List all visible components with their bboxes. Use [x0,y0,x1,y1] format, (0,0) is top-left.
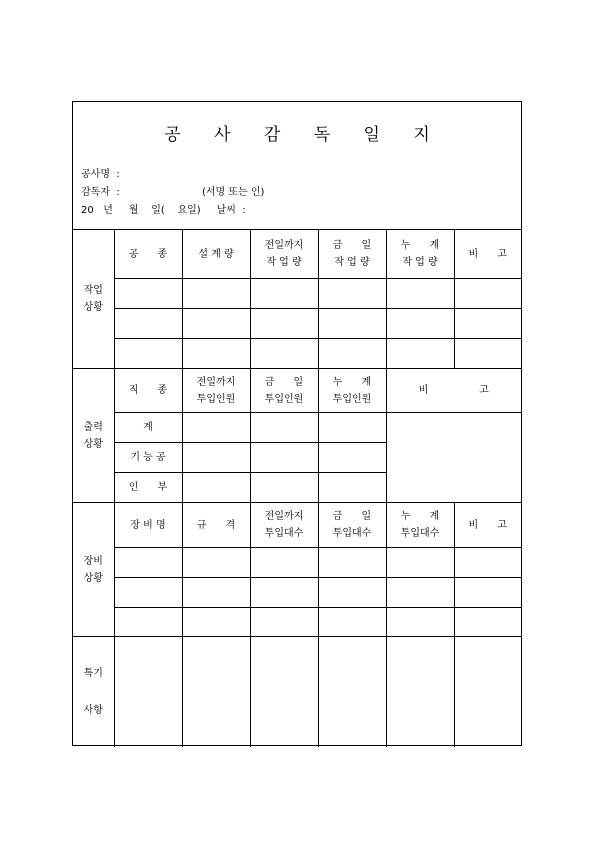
table-cell[interactable] [318,339,386,369]
table-cell[interactable] [318,443,386,473]
table-cell[interactable] [250,309,318,339]
table-cell[interactable] [182,413,250,443]
date-weather-line: 20 년 월 일( 요일) 날씨 : [81,205,246,216]
equipment-header-cumulative: 누 계 투입대수 [386,503,454,548]
work-header-previous: 전일까지 작 업 량 [250,230,318,279]
table-cell[interactable] [454,637,521,747]
labor-header-previous: 전일까지 투입인원 [182,369,250,413]
table-cell[interactable] [182,339,250,369]
table-cell[interactable] [318,608,386,637]
table-cell[interactable] [386,279,454,309]
table-cell[interactable] [318,473,386,503]
table-cell[interactable] [182,578,250,608]
equipment-section-label: 장비 상황 [73,503,114,637]
table-cell[interactable] [114,578,182,608]
table-cell[interactable] [182,548,250,578]
table-cell[interactable] [182,608,250,637]
labor-header-cumulative: 누 계 투입인원 [318,369,386,413]
table-cell[interactable] [454,339,521,369]
table-cell[interactable] [386,548,454,578]
table-cell[interactable] [454,608,521,637]
table-cell[interactable] [386,637,454,747]
equipment-header-name: 장 비 명 [114,503,182,548]
table-cell[interactable] [182,473,250,503]
labor-row-total: 계 [114,413,182,443]
table-cell[interactable] [114,279,182,309]
labor-row-skilled: 기 능 공 [114,443,182,473]
labor-remarks-cell[interactable] [386,413,521,503]
table-cell[interactable] [318,637,386,747]
equipment-header-today: 금 일 투입대수 [318,503,386,548]
table-cell[interactable] [386,578,454,608]
special-notes-label: 특기 사항 [73,637,114,747]
work-header-design-qty: 설 계 량 [182,230,250,279]
table-cell[interactable] [318,578,386,608]
table-cell[interactable] [250,443,318,473]
equipment-header-spec: 규 격 [182,503,250,548]
table-cell[interactable] [454,279,521,309]
table-cell[interactable] [182,309,250,339]
equipment-header-previous: 전일까지 투입대수 [250,503,318,548]
table-cell[interactable] [386,608,454,637]
journal-table [73,229,521,747]
table-cell[interactable] [250,279,318,309]
table-cell[interactable] [182,637,250,747]
table-cell[interactable] [114,548,182,578]
equipment-header-remarks: 비 고 [454,503,521,548]
table-cell[interactable] [318,309,386,339]
table-cell[interactable] [250,413,318,443]
table-cell[interactable] [318,413,386,443]
form-header [73,102,521,230]
table-cell[interactable] [454,578,521,608]
journal-form [72,101,522,746]
signature-note: (서명 또는 인) [202,187,265,198]
labor-header-trade: 직 종 [114,369,182,413]
work-header-trade: 공 종 [114,230,182,279]
work-section-label: 작업 상황 [73,230,114,369]
table-cell[interactable] [182,279,250,309]
table-cell[interactable] [250,339,318,369]
supervisor-label: 감독자 : [81,187,120,198]
work-header-cumulative: 누 계 작 업 량 [386,230,454,279]
labor-header-remarks: 비 고 [386,369,521,413]
table-cell[interactable] [114,608,182,637]
table-cell[interactable] [250,608,318,637]
labor-header-today: 금 일 투입인원 [250,369,318,413]
table-cell[interactable] [386,309,454,339]
table-cell[interactable] [318,279,386,309]
table-cell[interactable] [250,637,318,747]
table-cell[interactable] [114,339,182,369]
work-header-remarks: 비 고 [454,230,521,279]
table-cell[interactable] [250,473,318,503]
labor-row-laborer: 인 부 [114,473,182,503]
table-cell[interactable] [182,443,250,473]
work-header-today: 금 일 작 업 량 [318,230,386,279]
table-cell[interactable] [386,339,454,369]
table-cell[interactable] [454,548,521,578]
table-cell[interactable] [114,637,182,747]
form-title: 공 사 감 독 일 지 [164,125,444,145]
table-cell[interactable] [250,578,318,608]
project-name-label: 공사명 : [81,169,120,180]
table-cell[interactable] [250,548,318,578]
table-cell[interactable] [454,309,521,339]
labor-section-label: 출력 상황 [73,369,114,503]
table-cell[interactable] [114,309,182,339]
table-cell[interactable] [318,548,386,578]
